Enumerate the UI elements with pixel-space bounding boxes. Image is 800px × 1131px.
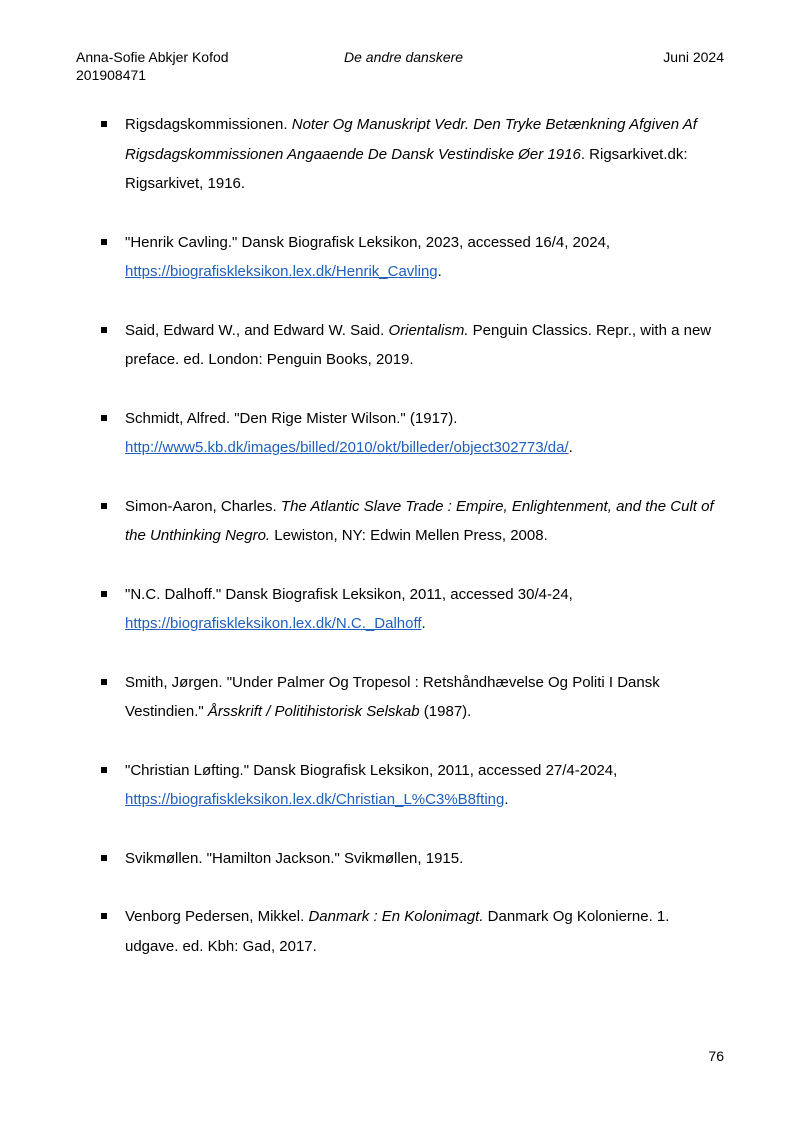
bibliography-entry: Schmidt, Alfred. "Den Rige Mister Wilson." (1917). http://www5.kb.dk/images/billed/2010/okt/billeder/object302773/da/.	[100, 404, 725, 463]
square-bullet-icon	[101, 591, 107, 597]
bibliography-entry: Venborg Pedersen, Mikkel. Danmark : En Kolonimagt. Danmark Og Kolonierne. 1. udgave. ed. Kbh: Gad, 2017.	[100, 902, 725, 961]
square-bullet-icon	[101, 679, 107, 685]
square-bullet-icon	[101, 121, 107, 127]
square-bullet-icon	[101, 239, 107, 245]
square-bullet-icon	[101, 855, 107, 861]
header-date: Juni 2024	[663, 49, 724, 65]
bibliography-entry: Said, Edward W., and Edward W. Said. Orientalism. Penguin Classics. Repr., with a new preface. ed. London: Penguin Books, 2019.	[100, 316, 725, 375]
reference-link[interactable]: https://biografiskleksikon.lex.dk/Christian_L%C3%B8fting	[125, 791, 505, 808]
bibliography-entry: "Christian Løfting." Dansk Biografisk Leksikon, 2011, accessed 27/4-2024, https://biografiskleksikon.lex.dk/Christian_L%C3%B8fting.	[100, 756, 725, 815]
bibliography-entry: "Henrik Cavling." Dansk Biografisk Leksikon, 2023, accessed 16/4, 2024, https://biografiskleksikon.lex.dk/Henrik_Cavling.	[100, 228, 725, 287]
header-author: Anna-Sofie Abkjer Kofod	[76, 49, 229, 65]
bibliography-entry: Rigsdagskommissionen. Noter Og Manuskript Vedr. Den Tryke Betænkning Afgiven Af Rigsdagskommissionen Angaaende De Dansk Vestindiske Øer 1916. Rigsarkivet.dk: Rigsarkivet, 1916.	[100, 110, 725, 199]
square-bullet-icon	[101, 327, 107, 333]
bibliography-entry: Smith, Jørgen. "Under Palmer Og Tropesol : Retshåndhævelse Og Politi I Dansk Vestindien." Årsskrift / Politihistorisk Selskab (1987).	[100, 668, 725, 727]
header-student-id: 201908471	[76, 67, 147, 83]
bibliography-list	[100, 110, 725, 990]
bibliography-entry: "N.C. Dalhoff." Dansk Biografisk Leksikon, 2011, accessed 30/4-24, https://biografiskleksikon.lex.dk/N.C._Dalhoff.	[100, 580, 725, 639]
square-bullet-icon	[101, 415, 107, 421]
header-title: De andre danskere	[344, 49, 464, 65]
square-bullet-icon	[101, 913, 107, 919]
reference-link[interactable]: https://biografiskleksikon.lex.dk/Henrik_Cavling	[125, 263, 438, 280]
bibliography-entry: Svikmøllen. "Hamilton Jackson." Svikmøllen, 1915.	[100, 844, 725, 874]
page-number: 76	[708, 1048, 724, 1064]
reference-link[interactable]: http://www5.kb.dk/images/billed/2010/okt/billeder/object302773/da/	[125, 439, 569, 456]
reference-link[interactable]: https://biografiskleksikon.lex.dk/N.C._Dalhoff	[125, 615, 422, 632]
bibliography-entry: Simon-Aaron, Charles. The Atlantic Slave Trade : Empire, Enlightenment, and the Cult of the Unthinking Negro. Lewiston, NY: Edwin Mellen Press, 2008.	[100, 492, 725, 551]
square-bullet-icon	[101, 503, 107, 509]
square-bullet-icon	[101, 767, 107, 773]
header-author-block	[76, 48, 229, 84]
